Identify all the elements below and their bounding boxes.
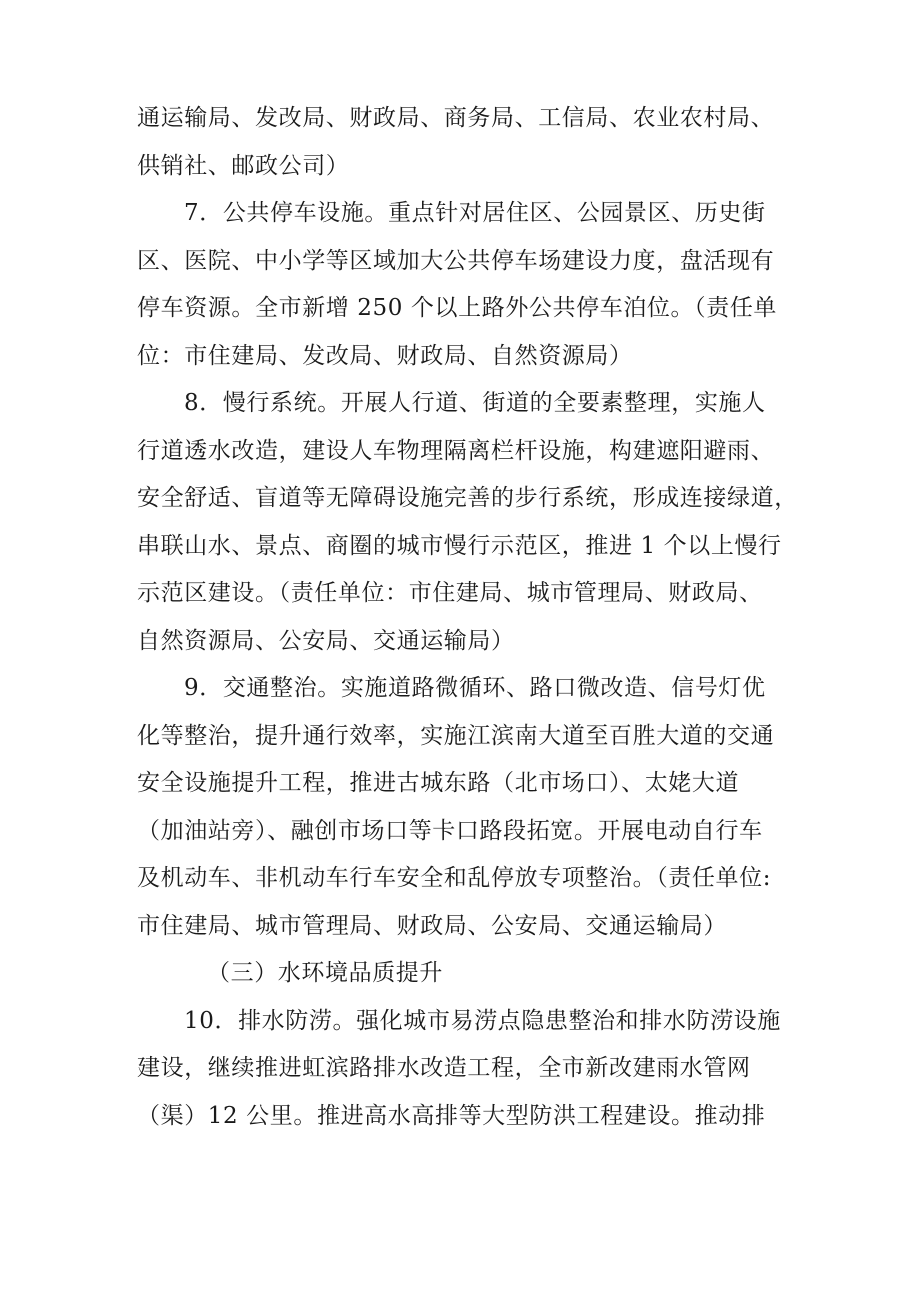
text-line: 化等整治，提升通行效率，实施江滨南大道至百胜大道的交通 (137, 722, 775, 749)
text-line: 通运输局、发改局、财政局、商务局、工信局、农业农村局、 (137, 105, 775, 131)
text-line: 自然资源局、公安局、交通运输局） (137, 627, 515, 654)
text-line: 供销社、邮政公司） (137, 152, 350, 179)
text-line: 及机动车、非机动车行车安全和乱停放专项整治。（责任单位: (137, 865, 772, 891)
document-body (137, 95, 813, 1140)
text-line: 安全舒适、盲道等无障碍设施完善的步行系统，形成连接绿道， (137, 485, 798, 511)
text-line: 行道透水改造，建设人车物理隔离栏杆设施，构建遮阳避雨、 (137, 437, 775, 464)
text-line: 建设，继续推进虹滨路排水改造工程，全市新改建雨水管网 (137, 1055, 751, 1081)
text-line: 安全设施提升工程，推进古城东路（北市场口）、太姥大道 (137, 770, 740, 796)
text-line: （渠）12 公里。推进高水高排等大型防洪工程建设。推动排 (137, 1102, 766, 1129)
paragraph-9-start: 9．交通整治。实施道路微循环、路口微改造、信号灯优 (184, 675, 766, 701)
text-line: （加油站旁）、融创市场口等卡口路段拓宽。开展电动自行车 (137, 817, 763, 844)
text-line: 串联山水、景点、商圈的城市慢行示范区，推进 1 个以上慢行 (137, 532, 782, 559)
text-line: 位：市住建局、发改局、财政局、自然资源局） (137, 342, 633, 369)
section-heading: （三）水环境品质提升 (207, 960, 443, 986)
text-line: 区、医院、中小学等区域加大公共停车场建设力度，盘活现有 (137, 247, 775, 274)
paragraph-7-start: 7．公共停车设施。重点针对居住区、公园景区、历史街 (184, 200, 766, 226)
paragraph-8-start: 8．慢行系统。开展人行道、街道的全要素整理，实施人 (184, 390, 766, 416)
paragraph-10-start: 10．排水防涝。强化城市易涝点隐患整治和排水防涝设施 (184, 1007, 781, 1034)
text-line: 停车资源。全市新增 250 个以上路外公共停车泊位。（责任单 (137, 295, 778, 321)
text-line: 示范区建设。（责任单位：市住建局、城市管理局、财政局、 (137, 580, 763, 606)
text-line: 市住建局、城市管理局、财政局、公安局、交通运输局） (137, 912, 727, 939)
